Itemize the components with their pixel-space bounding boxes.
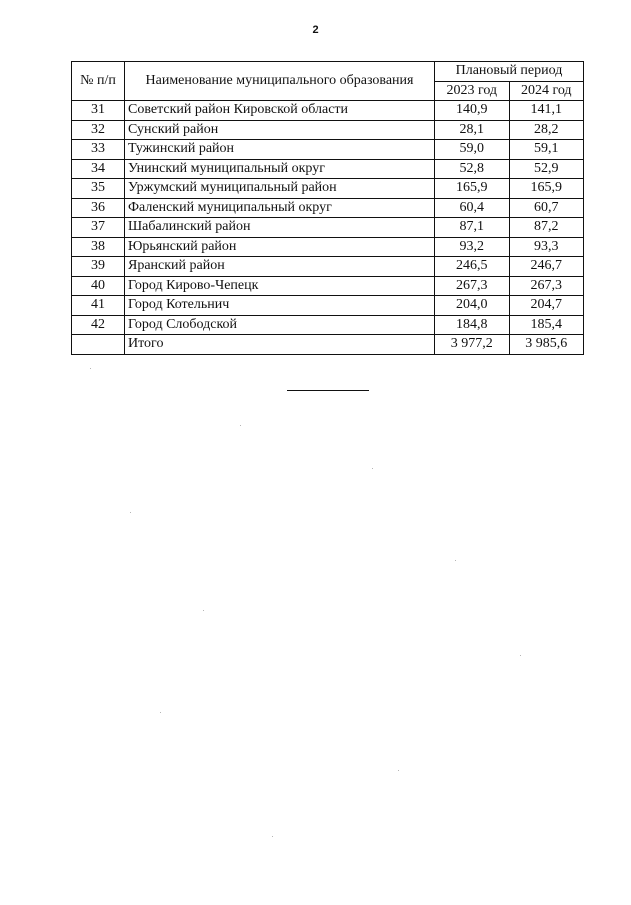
total-label: Итого <box>125 335 435 355</box>
row-value-2024: 59,1 <box>509 140 584 160</box>
row-name: Тужинский район <box>125 140 435 160</box>
scan-speck <box>203 610 204 611</box>
row-number: 38 <box>72 237 125 257</box>
scan-speck <box>520 655 521 656</box>
row-name: Шабалинский район <box>125 218 435 238</box>
row-number: 37 <box>72 218 125 238</box>
page-number: 2 <box>312 24 319 36</box>
row-value-2024: 87,2 <box>509 218 584 238</box>
total-2024: 3 985,6 <box>509 335 584 355</box>
row-value-2023: 204,0 <box>435 296 510 316</box>
total-row <box>72 335 584 355</box>
budget-table <box>71 61 584 355</box>
table-row <box>72 276 584 296</box>
row-number: 36 <box>72 198 125 218</box>
row-value-2023: 60,4 <box>435 198 510 218</box>
row-number: 31 <box>72 101 125 121</box>
row-value-2023: 59,0 <box>435 140 510 160</box>
row-value-2024: 93,3 <box>509 237 584 257</box>
table-row <box>72 218 584 238</box>
header-num: № п/п <box>72 62 125 101</box>
scan-speck <box>130 512 131 513</box>
row-name: Город Слободской <box>125 315 435 335</box>
row-value-2024: 185,4 <box>509 315 584 335</box>
row-number: 34 <box>72 159 125 179</box>
total-num <box>72 335 125 355</box>
scan-speck <box>272 836 273 837</box>
scan-speck <box>455 560 456 561</box>
row-name: Город Котельнич <box>125 296 435 316</box>
table-row <box>72 179 584 199</box>
row-number: 35 <box>72 179 125 199</box>
scan-speck <box>372 468 373 469</box>
row-value-2023: 52,8 <box>435 159 510 179</box>
row-number: 33 <box>72 140 125 160</box>
header-year-2024: 2024 год <box>509 81 584 101</box>
row-name: Уржумский муниципальный район <box>125 179 435 199</box>
row-value-2023: 93,2 <box>435 237 510 257</box>
header-name: Наименование муниципального образования <box>125 62 435 101</box>
table-row <box>72 120 584 140</box>
row-value-2024: 204,7 <box>509 296 584 316</box>
table-row <box>72 257 584 277</box>
scan-speck <box>90 368 91 369</box>
row-value-2023: 87,1 <box>435 218 510 238</box>
row-name: Город Кирово-Чепецк <box>125 276 435 296</box>
table-row <box>72 296 584 316</box>
row-value-2023: 140,9 <box>435 101 510 121</box>
table-row <box>72 159 584 179</box>
row-value-2024: 246,7 <box>509 257 584 277</box>
row-value-2023: 246,5 <box>435 257 510 277</box>
total-2023: 3 977,2 <box>435 335 510 355</box>
row-value-2023: 184,8 <box>435 315 510 335</box>
row-value-2024: 165,9 <box>509 179 584 199</box>
row-number: 41 <box>72 296 125 316</box>
row-name: Юрьянский район <box>125 237 435 257</box>
row-number: 39 <box>72 257 125 277</box>
row-value-2024: 28,2 <box>509 120 584 140</box>
row-value-2023: 28,1 <box>435 120 510 140</box>
row-value-2024: 60,7 <box>509 198 584 218</box>
row-value-2023: 165,9 <box>435 179 510 199</box>
table-row <box>72 140 584 160</box>
table-row <box>72 101 584 121</box>
row-number: 42 <box>72 315 125 335</box>
scan-speck <box>240 425 241 426</box>
table-header-row <box>72 62 584 82</box>
row-name: Советский район Кировской области <box>125 101 435 121</box>
row-name: Унинский муниципальный округ <box>125 159 435 179</box>
header-period: Плановый период <box>435 62 584 82</box>
table-row <box>72 198 584 218</box>
row-name: Сунский район <box>125 120 435 140</box>
separator-line <box>287 390 369 391</box>
row-name: Яранский район <box>125 257 435 277</box>
scan-speck <box>160 712 161 713</box>
scan-speck <box>398 770 399 771</box>
table-row <box>72 237 584 257</box>
row-name: Фаленский муниципальный округ <box>125 198 435 218</box>
row-value-2024: 141,1 <box>509 101 584 121</box>
row-value-2023: 267,3 <box>435 276 510 296</box>
row-number: 40 <box>72 276 125 296</box>
row-value-2024: 267,3 <box>509 276 584 296</box>
row-value-2024: 52,9 <box>509 159 584 179</box>
header-year-2023: 2023 год <box>435 81 510 101</box>
table-row <box>72 315 584 335</box>
table-body <box>72 101 584 335</box>
row-number: 32 <box>72 120 125 140</box>
